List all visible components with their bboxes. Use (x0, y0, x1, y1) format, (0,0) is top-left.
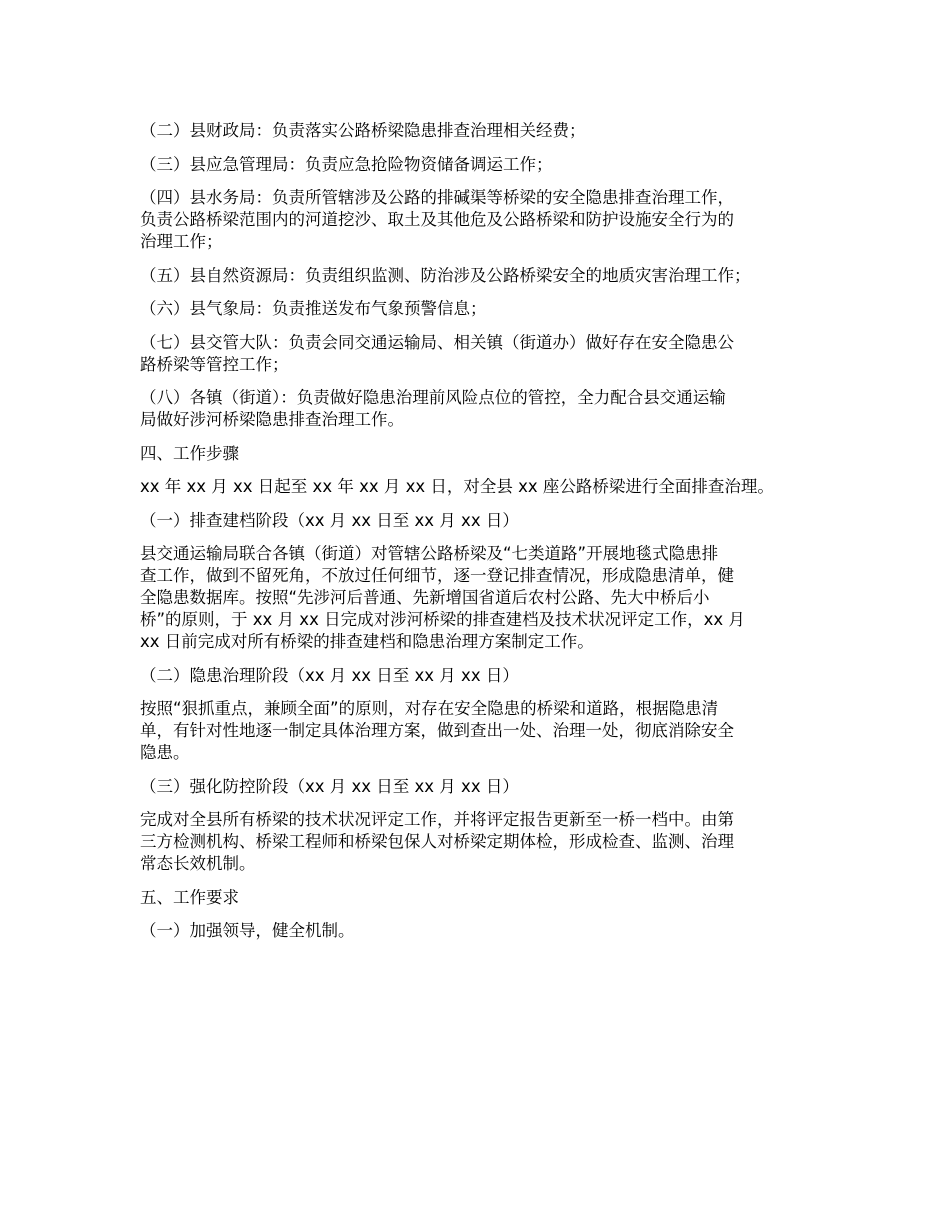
section-heading-work-requirements: 五、工作要求 (140, 887, 239, 907)
paragraph-county-finance-bureau: （二）县财政局：负责落实公路桥梁隐患排查治理相关经费； (140, 121, 586, 140)
subheading-hazard-treatment-stage: （二）隐患治理阶段（xx 月 xx 日至 xx 月 xx 日） (140, 665, 519, 685)
paragraph-overall-schedule: xx 年 xx 月 xx 日起至 xx 年 xx 月 xx 日，对全县 xx 座公路桥梁进行全面排查治理。 (140, 477, 774, 496)
paragraph-emergency-management-bureau: （三）县应急管理局：负责应急抢险物资储备调运工作； (140, 154, 553, 174)
subheading-prevention-control-stage: （三）强化防控阶段（xx 月 xx 日至 xx 月 xx 日） (140, 776, 519, 796)
paragraph-strengthen-leadership: （一）加强领导，健全机制。 (140, 921, 355, 940)
paragraph-prevention-control-details: 完成对全县所有桥梁的技术状况评定工作，并将评定报告更新至一桥一档中。由第 三方检测机构、桥梁工程师和桥梁包保人对桥梁定期体检，形成检查、监测、治理 常态长效机制。 (140, 810, 734, 873)
paragraph-hazard-treatment-details: 按照“狠抓重点，兼顾全面”的原则，对存在安全隐患的桥梁和道路，根据隐患清 单，有针对性地逐一制定具体治理方案，做到查出一处、治理一处，彻底消除安全 隐患。 (140, 699, 734, 762)
paragraph-water-affairs-bureau: （四）县水务局：负责所管辖涉及公路的排碱渠等桥梁的安全隐患排查治理工作， 负责公路桥梁范围内的河道挖沙、取土及其他危及公路桥梁和防护设施安全行为的 治理工作； (140, 188, 734, 251)
paragraph-traffic-police-brigade: （七）县交管大队：负责会同交通运输局、相关镇（街道办）做好存在安全隐患公 路桥梁等管控工作； (140, 332, 734, 374)
section-heading-work-steps: 四、工作步骤 (140, 443, 239, 463)
paragraph-meteorological-bureau: （六）县气象局：负责推送发布气象预警信息； (140, 299, 487, 318)
subheading-inspection-filing-stage: （一）排查建档阶段（xx 月 xx 日至 xx 月 xx 日） (140, 510, 519, 530)
paragraph-towns-streets: （八）各镇（街道）：负责做好隐患治理前风险点位的管控，全力配合县交通运输 局做好涉河桥梁隐患排查治理工作。 (140, 388, 726, 429)
paragraph-inspection-filing-details: 县交通运输局联合各镇（街道）对管辖公路桥梁及“七类道路”开展地毯式隐患排 查工作，做到不留死角，不放过任何细节，逐一登记排查情况，形成隐患清单，健 全隐患数据库。按照“先涉河后普通、先新增国省道后农村公路、先大中桥后小 桥”的原则，于 xx 月 xx 日完成对涉河桥梁的排查建档及技术状况评定工作，xx 月 xx 日前完成对所有桥梁的排查建档和隐患治理方案制定工作。 (140, 544, 745, 651)
paragraph-natural-resources-bureau: （五）县自然资源局：负责组织监测、防治涉及公路桥梁安全的地质灾害治理工作； (140, 265, 751, 285)
document-page (140, 120, 832, 954)
